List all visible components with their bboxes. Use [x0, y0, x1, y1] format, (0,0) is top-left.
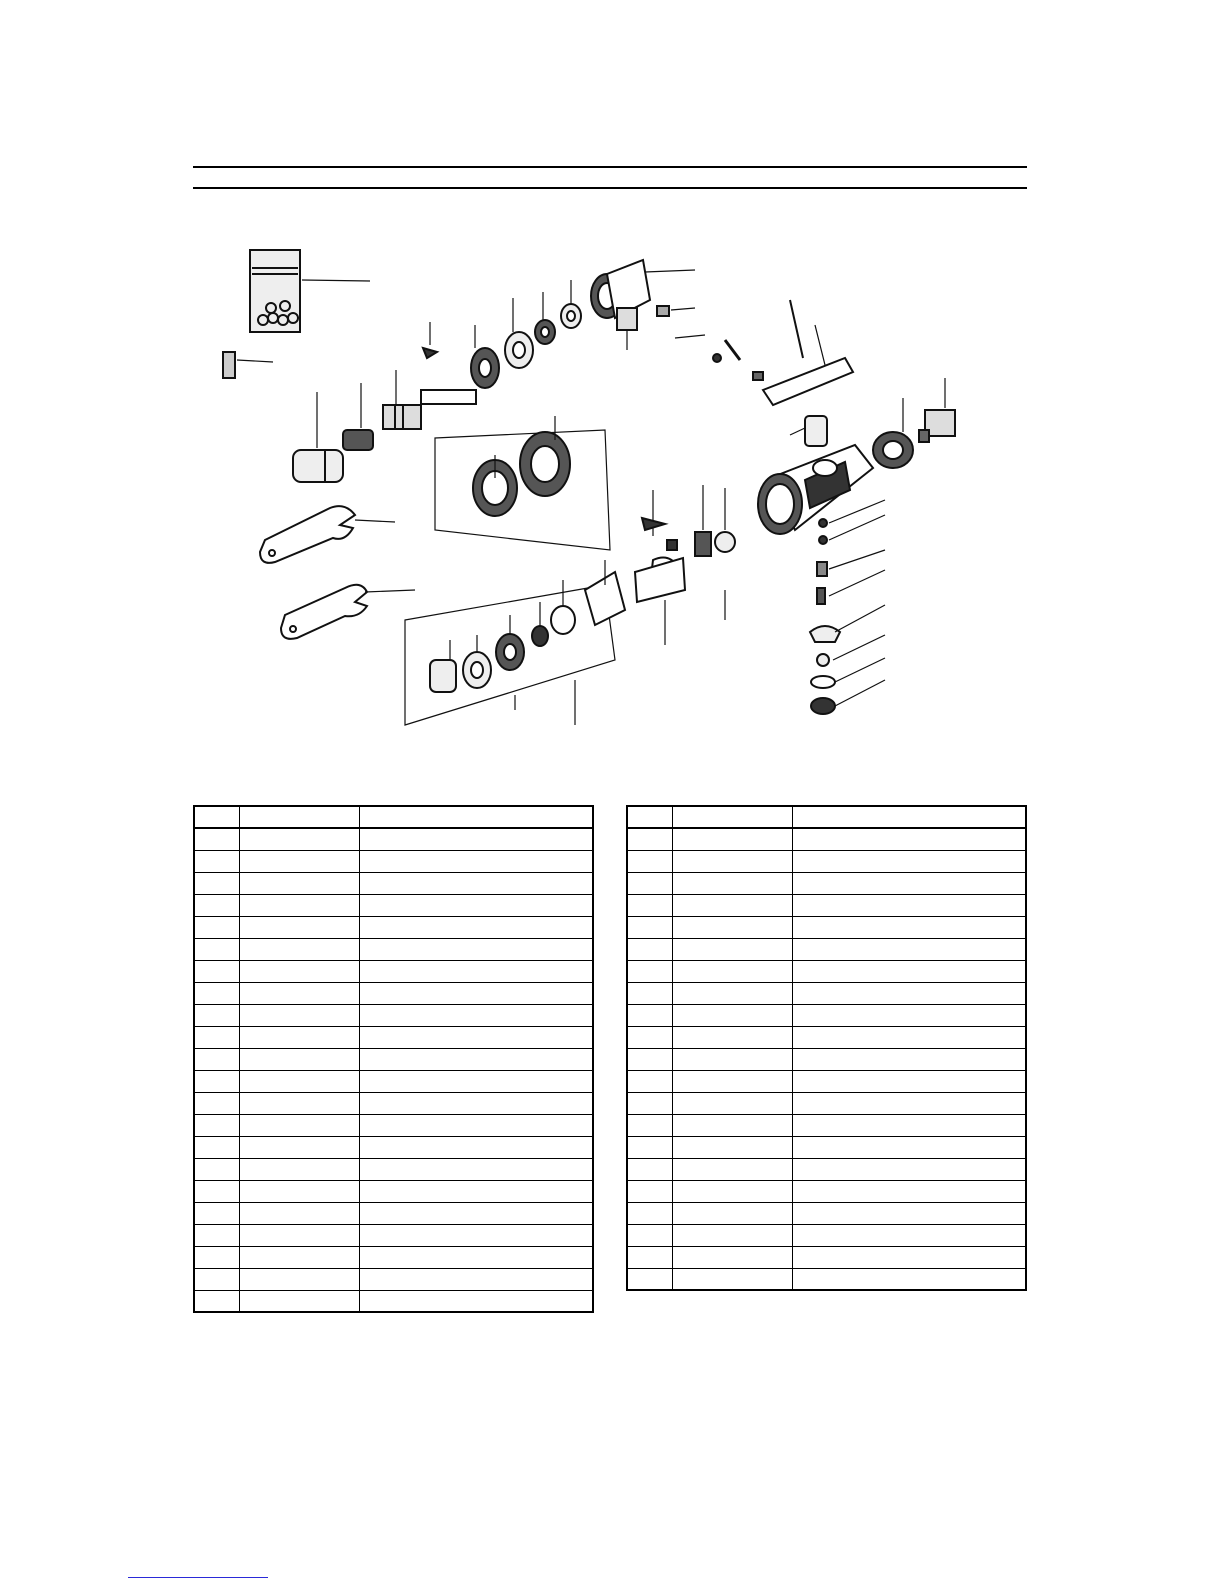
parts-table-left: [193, 805, 594, 1313]
table-cell: [359, 828, 593, 850]
table-cell: [627, 1026, 673, 1048]
header-rule-bottom: [193, 187, 1027, 189]
table-row: [627, 1114, 1026, 1136]
table-cell: [194, 1290, 240, 1312]
table-cell: [359, 1070, 593, 1092]
table-cell: [194, 806, 240, 828]
table-row: [194, 872, 593, 894]
table-row: [194, 1158, 593, 1180]
table-cell: [359, 1004, 593, 1026]
table-cell: [627, 1092, 673, 1114]
table-cell: [673, 894, 792, 916]
table-row: [627, 1180, 1026, 1202]
table-cell: [194, 1114, 240, 1136]
table-cell: [792, 982, 1026, 1004]
table-cell: [792, 828, 1026, 850]
table-cell: [240, 850, 359, 872]
table-row: [194, 806, 593, 828]
table-cell: [359, 850, 593, 872]
table-row: [627, 982, 1026, 1004]
table-row: [627, 1268, 1026, 1290]
table-cell: [627, 850, 673, 872]
table-cell: [627, 1114, 673, 1136]
table-cell: [673, 1136, 792, 1158]
table-cell: [673, 1268, 792, 1290]
table-row: [627, 872, 1026, 894]
table-cell: [627, 1268, 673, 1290]
table-cell: [194, 1202, 240, 1224]
table-cell: [627, 1048, 673, 1070]
table-cell: [673, 1004, 792, 1026]
table-cell: [359, 894, 593, 916]
parts-kit-bag: [250, 250, 370, 332]
table-cell: [627, 1004, 673, 1026]
table-row: [627, 1004, 1026, 1026]
table-cell: [627, 1180, 673, 1202]
table-row: [627, 828, 1026, 850]
table-cell: [240, 938, 359, 960]
table-cell: [240, 1246, 359, 1268]
wrench-2: [281, 585, 415, 639]
table-cell: [359, 1246, 593, 1268]
table-cell: [240, 982, 359, 1004]
table-cell: [240, 1290, 359, 1312]
table-cell: [792, 872, 1026, 894]
table-cell: [240, 1048, 359, 1070]
header-rule-top: [193, 166, 1027, 168]
table-cell: [240, 1114, 359, 1136]
table-row: [194, 1092, 593, 1114]
table-cell: [627, 828, 673, 850]
table-row: [194, 1114, 593, 1136]
table-cell: [359, 1092, 593, 1114]
table-row: [627, 916, 1026, 938]
table-cell: [240, 960, 359, 982]
table-cell: [792, 960, 1026, 982]
table-cell: [240, 1136, 359, 1158]
table-row: [194, 1070, 593, 1092]
upper-bearing-4: [561, 280, 581, 328]
table-cell: [194, 850, 240, 872]
table-row: [194, 1048, 593, 1070]
table-cell: [673, 850, 792, 872]
table-cell: [359, 1158, 593, 1180]
table-cell: [627, 1136, 673, 1158]
table-cell: [792, 916, 1026, 938]
table-row: [194, 982, 593, 1004]
table-row: [627, 1026, 1026, 1048]
grease-fitting: [223, 352, 273, 378]
table-cell: [627, 894, 673, 916]
table-cell: [673, 1026, 792, 1048]
table-cell: [792, 938, 1026, 960]
table-row: [194, 1246, 593, 1268]
table-row: [194, 916, 593, 938]
table-row: [627, 894, 1026, 916]
table-cell: [240, 1180, 359, 1202]
table-row: [194, 1004, 593, 1026]
table-cell: [194, 1092, 240, 1114]
table-cell: [359, 1136, 593, 1158]
valve-stack: [810, 500, 885, 714]
table-row: [627, 1136, 1026, 1158]
table-row: [194, 1224, 593, 1246]
table-cell: [359, 872, 593, 894]
table-cell: [627, 1202, 673, 1224]
table-cell: [792, 1268, 1026, 1290]
table-cell: [194, 872, 240, 894]
table-cell: [673, 828, 792, 850]
table-row: [627, 850, 1026, 872]
table-cell: [673, 960, 792, 982]
upper-bearing-3: [535, 292, 555, 344]
table-row: [194, 1136, 593, 1158]
table-cell: [792, 1180, 1026, 1202]
parts-table-right: [626, 805, 1027, 1291]
table-cell: [194, 1180, 240, 1202]
table-cell: [792, 1224, 1026, 1246]
table-cell: [240, 872, 359, 894]
table-cell: [194, 982, 240, 1004]
table-cell: [792, 850, 1026, 872]
table-cell: [627, 960, 673, 982]
table-cell: [359, 1290, 593, 1312]
table-row: [194, 1026, 593, 1048]
table-cell: [240, 1004, 359, 1026]
table-cell: [194, 960, 240, 982]
table-cell: [673, 1048, 792, 1070]
table-row: [627, 960, 1026, 982]
table-cell: [673, 1224, 792, 1246]
table-cell: [359, 1202, 593, 1224]
table-cell: [627, 872, 673, 894]
table-cell: [673, 1202, 792, 1224]
table-cell: [194, 828, 240, 850]
table-cell: [792, 1202, 1026, 1224]
table-cell: [359, 1268, 593, 1290]
table-cell: [792, 1158, 1026, 1180]
lower-parts: [405, 560, 625, 725]
table-cell: [792, 1070, 1026, 1092]
table-cell: [240, 1202, 359, 1224]
table-cell: [359, 982, 593, 1004]
table-cell: [673, 916, 792, 938]
table-row: [194, 938, 593, 960]
table-row: [627, 1202, 1026, 1224]
footer-link-underline[interactable]: [128, 1577, 268, 1578]
table-cell: [359, 1180, 593, 1202]
table-cell: [194, 1026, 240, 1048]
motor-housing: [758, 416, 873, 534]
table-cell: [359, 916, 593, 938]
table-cell: [627, 982, 673, 1004]
table-cell: [240, 1092, 359, 1114]
table-row: [194, 1268, 593, 1290]
table-row: [194, 850, 593, 872]
table-cell: [673, 1092, 792, 1114]
seal-rings: [435, 416, 610, 550]
table-row: [194, 894, 593, 916]
table-cell: [673, 1180, 792, 1202]
table-cell: [627, 1070, 673, 1092]
angle-head: [591, 260, 695, 350]
table-cell: [673, 982, 792, 1004]
collet: [343, 383, 373, 450]
table-row: [627, 1224, 1026, 1246]
table-cell: [673, 1158, 792, 1180]
table-cell: [627, 938, 673, 960]
table-cell: [627, 1224, 673, 1246]
table-cell: [627, 1246, 673, 1268]
table-cell: [792, 1048, 1026, 1070]
table-cell: [792, 1004, 1026, 1026]
table-cell: [359, 806, 593, 828]
table-cell: [240, 1224, 359, 1246]
upper-bearing-2: [505, 298, 533, 368]
upper-bearing-1: [471, 325, 499, 388]
table-cell: [792, 894, 1026, 916]
table-cell: [673, 806, 792, 828]
table-cell: [792, 1246, 1026, 1268]
table-cell: [673, 938, 792, 960]
table-cell: [240, 1070, 359, 1092]
table-row: [627, 806, 1026, 828]
table-cell: [792, 806, 1026, 828]
key-pin: [423, 322, 437, 358]
table-row: [627, 1158, 1026, 1180]
table-cell: [673, 1114, 792, 1136]
spindle: [383, 370, 476, 429]
table-cell: [359, 938, 593, 960]
table-row: [194, 960, 593, 982]
table-cell: [792, 1136, 1026, 1158]
table-cell: [359, 1224, 593, 1246]
table-cell: [792, 1092, 1026, 1114]
table-cell: [240, 806, 359, 828]
table-cell: [792, 1114, 1026, 1136]
table-row: [194, 1202, 593, 1224]
table-cell: [240, 1026, 359, 1048]
table-cell: [627, 916, 673, 938]
table-cell: [194, 1070, 240, 1092]
table-cell: [240, 916, 359, 938]
throttle-lever: [675, 300, 853, 405]
table-row: [627, 1070, 1026, 1092]
table-row: [627, 1246, 1026, 1268]
table-cell: [194, 894, 240, 916]
table-cell: [194, 1224, 240, 1246]
table-row: [194, 1180, 593, 1202]
table-cell: [359, 1114, 593, 1136]
rotor-assembly: [635, 485, 735, 645]
table-cell: [359, 1026, 593, 1048]
table-cell: [627, 806, 673, 828]
wrench-1: [260, 506, 395, 563]
table-cell: [240, 1268, 359, 1290]
table-cell: [359, 960, 593, 982]
table-cell: [194, 916, 240, 938]
table-cell: [359, 1048, 593, 1070]
table-cell: [673, 872, 792, 894]
exhaust-cap: [873, 398, 913, 468]
table-cell: [627, 1158, 673, 1180]
air-inlet-fitting: [919, 378, 955, 442]
table-cell: [240, 1158, 359, 1180]
table-row: [194, 1290, 593, 1312]
table-cell: [240, 828, 359, 850]
table-cell: [194, 1158, 240, 1180]
table-cell: [194, 1136, 240, 1158]
table-row: [627, 1092, 1026, 1114]
table-cell: [673, 1070, 792, 1092]
collet-nut: [293, 392, 343, 482]
table-cell: [194, 1246, 240, 1268]
table-cell: [194, 938, 240, 960]
table-row: [627, 938, 1026, 960]
table-cell: [194, 1048, 240, 1070]
table-cell: [673, 1246, 792, 1268]
table-cell: [792, 1026, 1026, 1048]
table-cell: [240, 894, 359, 916]
table-row: [627, 1048, 1026, 1070]
table-cell: [194, 1268, 240, 1290]
table-cell: [194, 1004, 240, 1026]
table-row: [194, 828, 593, 850]
exploded-parts-diagram: [205, 240, 995, 745]
